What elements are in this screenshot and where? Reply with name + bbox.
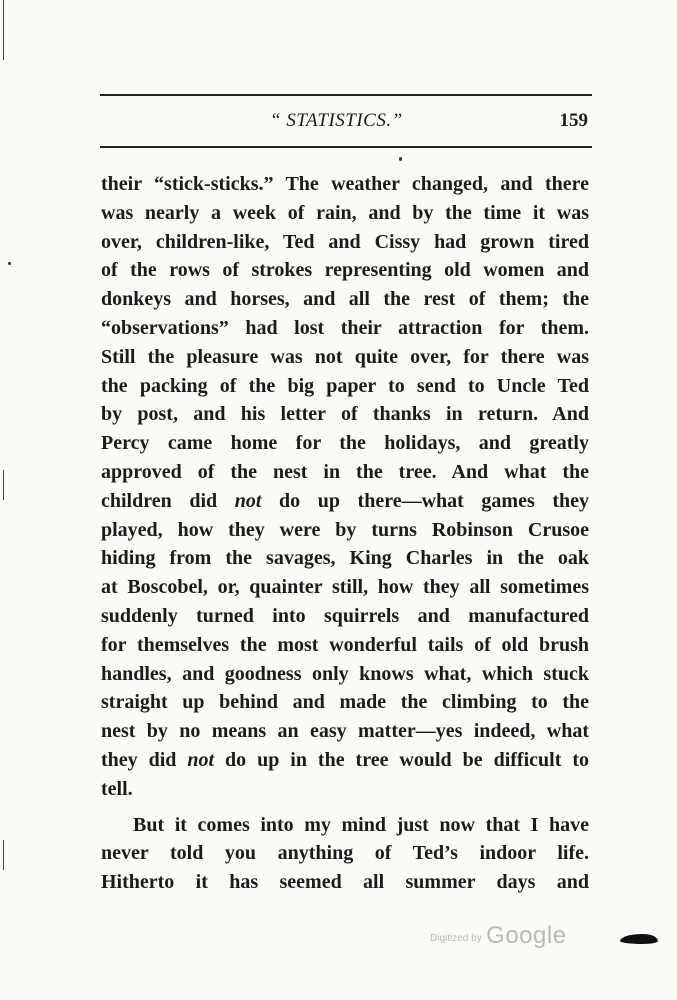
text-line: Still the pleasure was not quite over, for there was — [101, 345, 589, 368]
text-line: approved of the nest in the tree. And what the — [101, 460, 589, 483]
ink-speck — [8, 262, 11, 265]
page-number: 159 — [559, 110, 588, 131]
text-line: at Boscobel, or, quainter still, how they all sometimes — [101, 576, 589, 599]
header-top-rule — [100, 94, 592, 96]
text-line: straight up behind and made the climbing to the — [101, 691, 589, 714]
text-line: “observations” had lost their attraction for them. — [101, 316, 589, 339]
text-line: Hitherto it has seemed all summer days and — [101, 871, 589, 894]
text-line: never told you anything of Ted’s indoor life. — [101, 842, 589, 865]
text-segment: do up in the tree would be difficult to — [214, 748, 589, 771]
text-line: Percy came home for the holidays, and greatly — [101, 432, 589, 455]
ink-speck — [399, 157, 402, 161]
text-line-with-emphasis — [101, 746, 589, 775]
running-head — [100, 110, 592, 140]
running-title: “ STATISTICS.” — [270, 110, 403, 131]
paragraph-end-line: tell. — [101, 777, 133, 800]
text-segment: they did — [101, 748, 188, 771]
text-line: of the rows of strokes representing old women and — [101, 259, 589, 282]
body-text — [101, 170, 589, 897]
scan-edge-mark — [3, 470, 4, 500]
text-line-with-emphasis — [101, 487, 589, 516]
text-line: their “stick-sticks.” The weather changed, and there — [101, 173, 589, 195]
text-line: for themselves the most wonderful tails of old brush — [101, 633, 589, 656]
ink-blot — [620, 934, 658, 944]
text-segment: children did — [101, 489, 235, 512]
text-line: nest by no means an easy matter—yes indeed, what — [101, 720, 589, 743]
header-bottom-rule — [100, 146, 592, 148]
watermark-brand: Google — [486, 922, 567, 949]
text-line: hiding from the savages, King Charles in the oak — [101, 547, 589, 570]
text-line: was nearly a week of rain, and by the time it was — [101, 201, 589, 224]
text-line: donkeys and horses, and all the rest of them; the — [101, 288, 589, 311]
text-line: the packing of the big paper to send to Uncle Ted — [101, 374, 589, 397]
text-line: over, children-like, Ted and Cissy had grown tired — [101, 230, 589, 253]
emphasis-not: not — [187, 748, 215, 771]
text-line: handles, and goodness only knows what, which stuck — [101, 662, 589, 685]
scan-edge-mark — [3, 840, 4, 870]
text-line: by post, and his letter of thanks in return. And — [101, 403, 589, 426]
text-line: suddenly turned into squirrels and manufactured — [101, 604, 589, 627]
text-segment: do up there—what games they — [261, 489, 589, 512]
text-line: played, how they were by turns Robinson Crusoe — [101, 518, 589, 541]
emphasis-not: not — [234, 489, 262, 512]
text-line: But it comes into my mind just now that I have — [133, 813, 589, 836]
digitized-watermark — [430, 922, 567, 950]
paragraph-gap — [101, 804, 589, 811]
scan-edge-mark — [3, 0, 4, 60]
watermark-prefix: Digitized by — [430, 933, 482, 944]
